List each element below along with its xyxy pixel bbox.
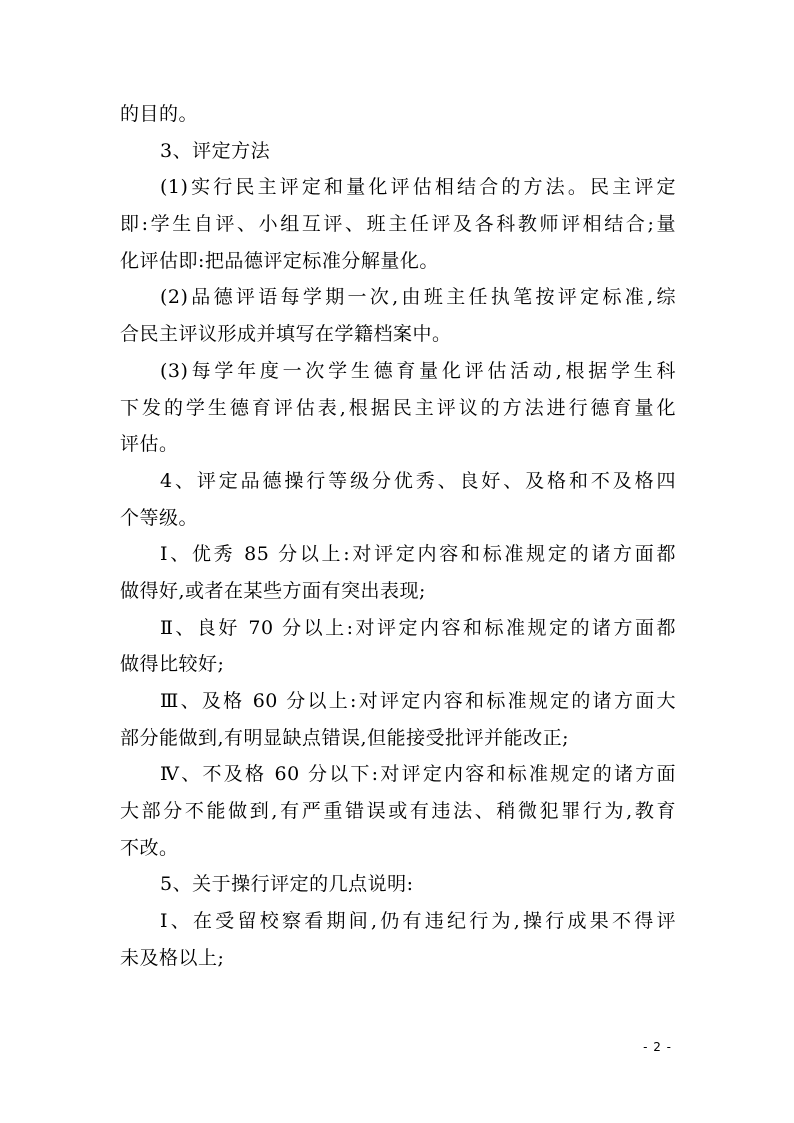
text-line: 做得好,或者在某些方面有突出表现; bbox=[120, 579, 426, 602]
document-body bbox=[120, 96, 676, 977]
text-line: (3)每学年度一次学生德育量化评估活动,根据学生科 bbox=[160, 359, 676, 382]
text-line: Ⅲ、及格 60 分以上:对评定内容和标准规定的诸方面大 bbox=[160, 690, 676, 712]
text-line: (1)实行民主评定和量化评估相结合的方法。民主评定 bbox=[160, 176, 676, 199]
page-number: - 2 - bbox=[643, 1040, 672, 1054]
text-line: 下发的学生德育评估表,根据民主评议的方法进行德育量化 bbox=[120, 396, 676, 419]
text-line: (2)品德评语每学期一次,由班主任执笔按评定标准,综 bbox=[160, 286, 676, 309]
text-line: 个等级。 bbox=[120, 506, 199, 529]
text-line: Ⅱ、良好 70 分以上:对评定内容和标准规定的诸方面都 bbox=[160, 616, 676, 639]
text-line: 评估。 bbox=[120, 433, 179, 456]
text-line: Ⅰ、在受留校察看期间,仍有违纪行为,操行成果不得评 bbox=[160, 910, 676, 933]
text-line: 大部分不能做到,有严重错误或有违法、稍微犯罪行为,教育 bbox=[120, 800, 676, 823]
text-line: 化评估即:把品德评定标准分解量化。 bbox=[120, 249, 439, 272]
text-line: 的目的。 bbox=[120, 103, 199, 125]
text-line: Ⅰ、优秀 85 分以上:对评定内容和标准规定的诸方面都 bbox=[160, 543, 676, 566]
section-heading: 5、关于操行评定的几点说明: bbox=[160, 873, 414, 896]
text-line: Ⅳ、不及格 60 分以下:对评定内容和标准规定的诸方面 bbox=[160, 763, 676, 786]
text-line: 即:学生自评、小组互评、班主任评及各科教师评相结合;量 bbox=[120, 213, 676, 236]
text-line: 未及格以上; bbox=[120, 946, 225, 969]
section-heading: 4、评定品德操行等级分优秀、良好、及格和不及格四 bbox=[160, 469, 676, 492]
text-line: 做得比较好; bbox=[120, 653, 225, 676]
text-line: 合民主评议形成并填写在学籍档案中。 bbox=[120, 323, 452, 346]
section-heading: 3、评定方法 bbox=[160, 139, 271, 162]
text-line: 部分能做到,有明显缺点错误,但能接受批评并能改正; bbox=[120, 726, 569, 749]
text-line: 不改。 bbox=[120, 836, 179, 859]
